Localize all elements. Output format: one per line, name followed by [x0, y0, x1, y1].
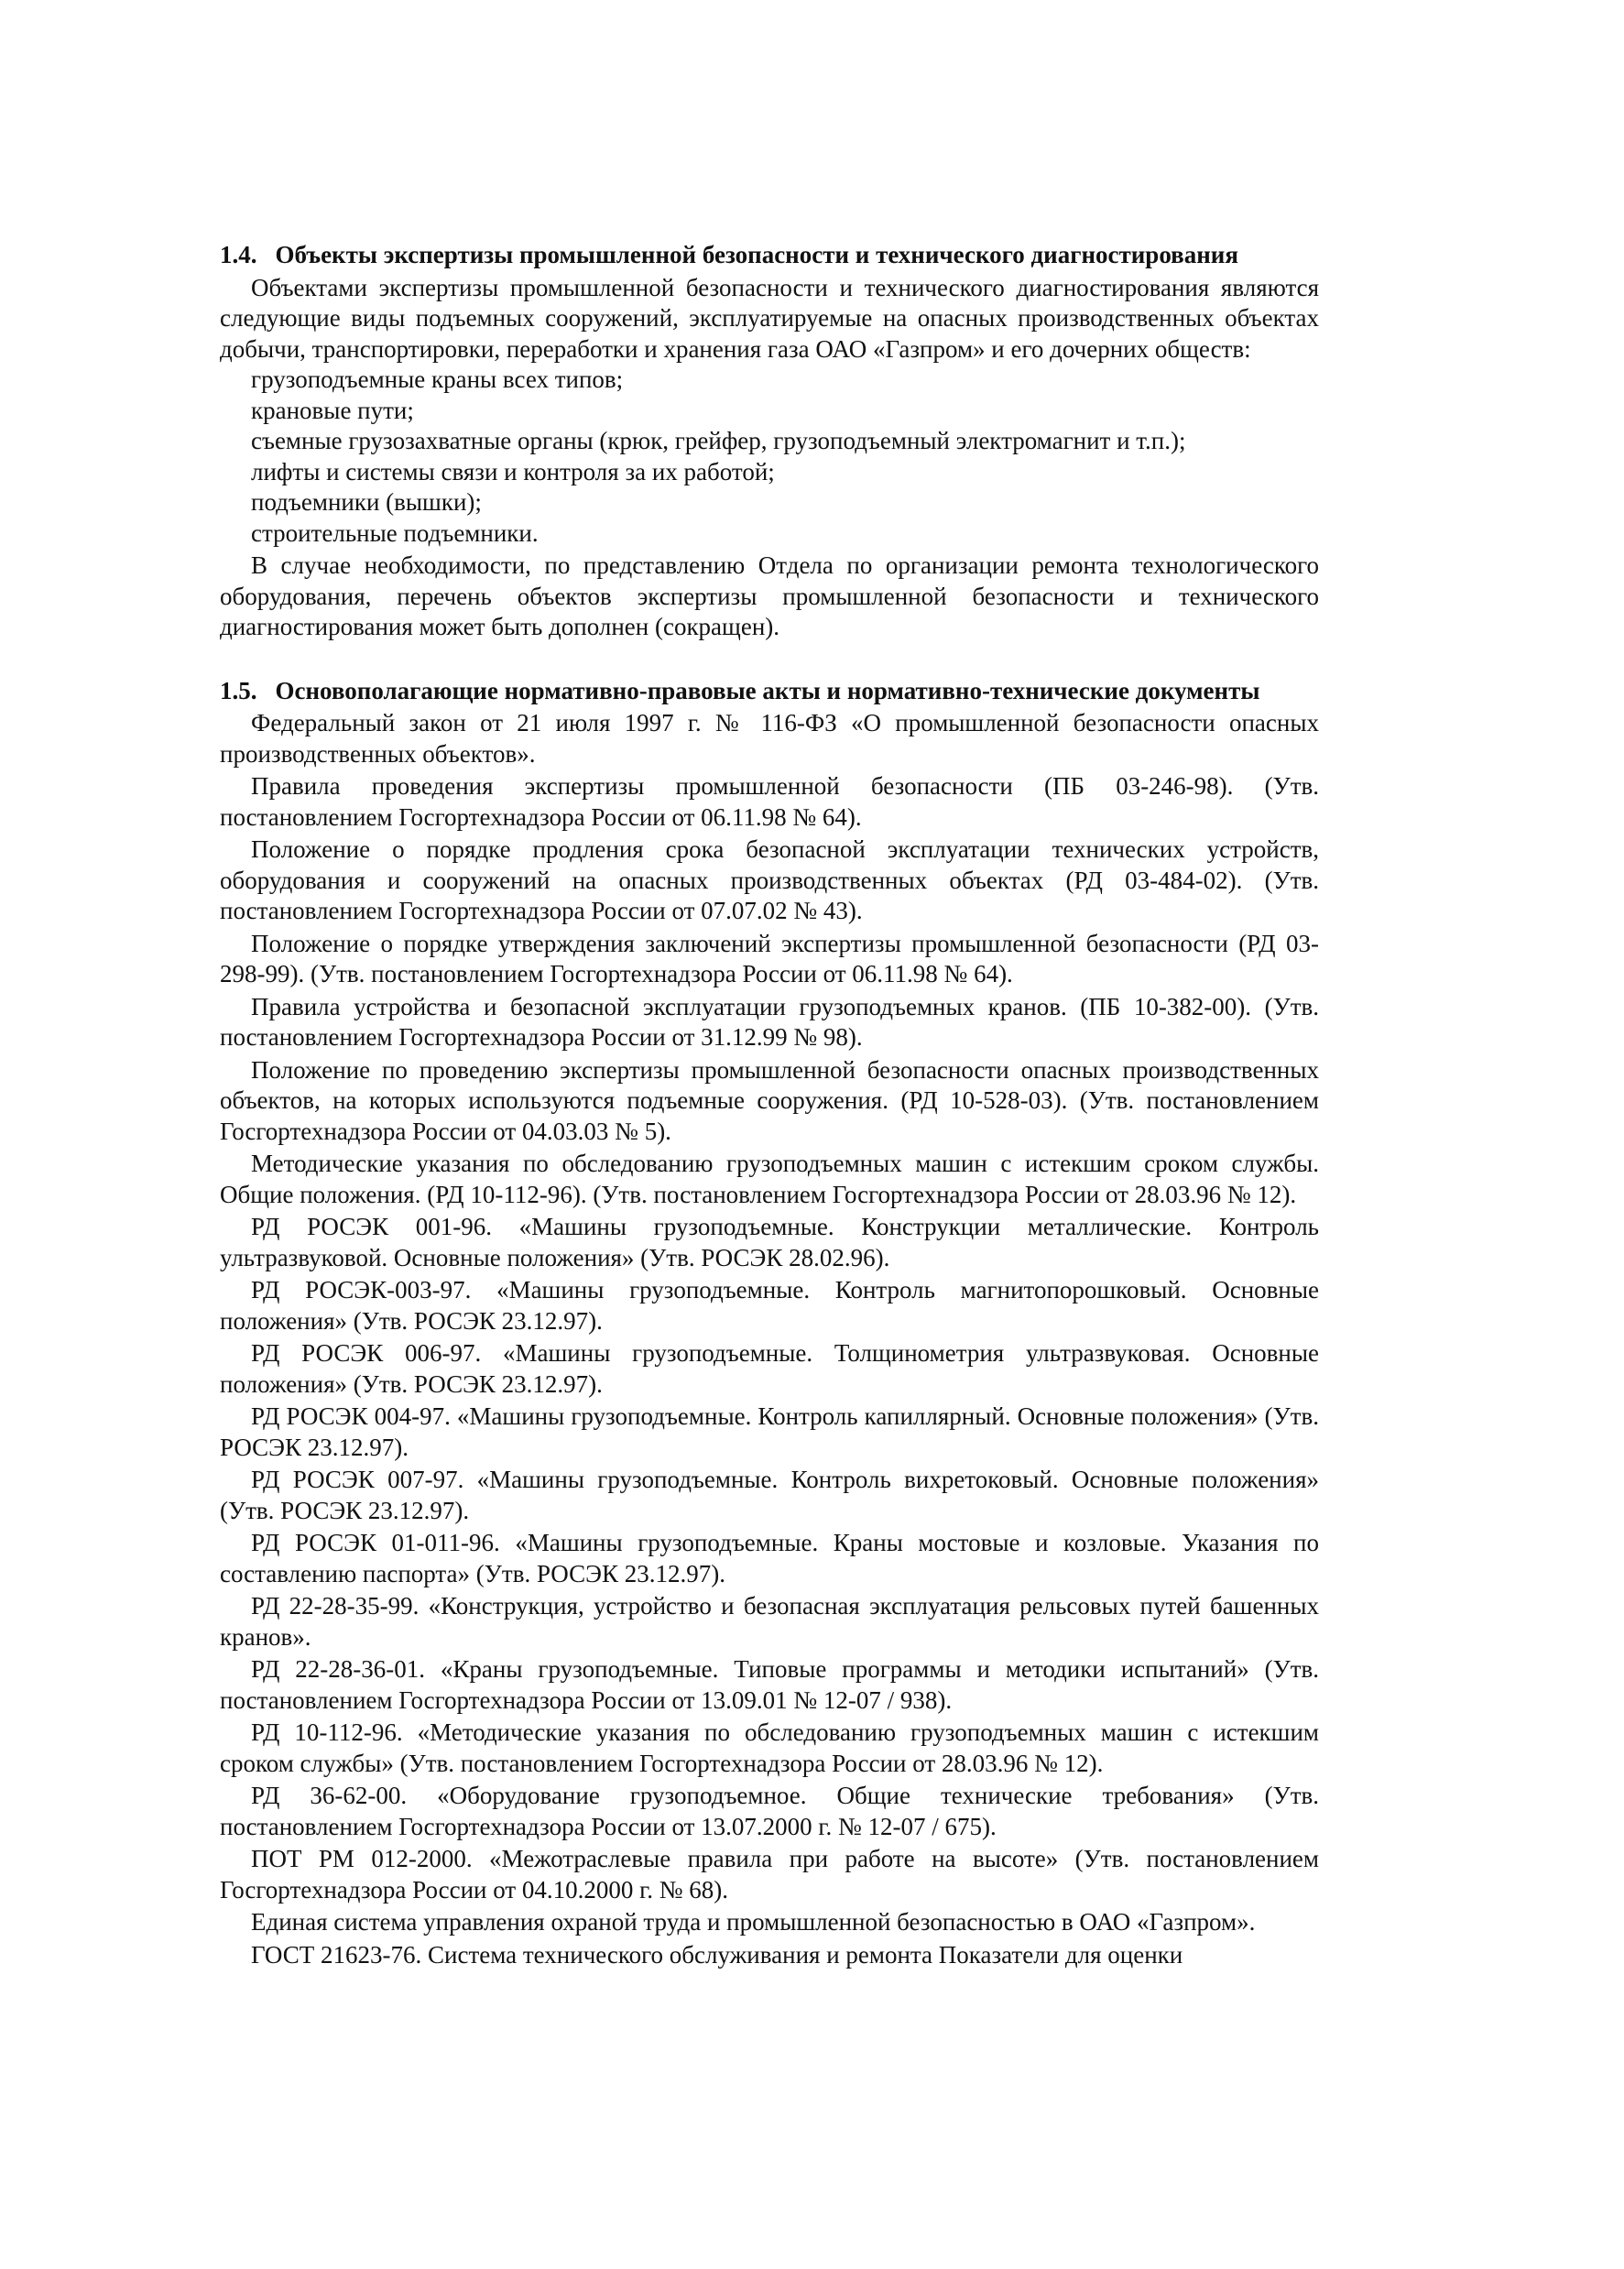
section-title: Объекты экспертизы промышленной безопасности и технического диагностирования: [275, 241, 1238, 268]
section-number: 1.4.: [220, 241, 257, 268]
object-list: [220, 365, 1319, 549]
document-entry: РД 22-28-35-99. «Конструкция, устройство и безопасная эксплуатация рельсовых путей башенных кранов».: [220, 1592, 1319, 1651]
document-entry: РД 22-28-36-01. «Краны грузоподъемные. Типовые программы и методики испытаний» (Утв. постановлением Госгортехнадзора России от 13.09.01 № 12-07 / 938).: [220, 1655, 1319, 1714]
document-entry: Положение по проведению экспертизы промышленной безопасности опасных производственных объектов, на которых используются подъемные сооружения. (РД 10-528-03). (Утв. постановлением Госгортехнадзора России от 04.03.03 № 5).: [220, 1055, 1319, 1145]
document-entry: Положение о порядке продления срока безопасной эксплуатации технических устройств, оборудования и сооружений на опасных производственных объектах (РД 03-484-02). (Утв. постановлением Госгортехнадзора России от 07.07.02 № 43).: [220, 835, 1319, 924]
document-entry: РД РОСЭК 007-97. «Машины грузоподъемные. Контроль вихретоковый. Основные положения» (Утв. РОСЭК 23.12.97).: [220, 1466, 1319, 1524]
document-entry: Правила устройства и безопасной эксплуатации грузоподъемных кранов. (ПБ 10-382-00). (Утв. постановлением Госгортехнадзора России от 31.12.99 № 98).: [220, 992, 1319, 1051]
document-entry: РД РОСЭК 006-97. «Машины грузоподъемные. Толщинометрия ультразвуковая. Основные положения» (Утв. РОСЭК 23.12.97).: [220, 1339, 1319, 1398]
document-entry: РД РОСЭК 001-96. «Машины грузоподъемные. Конструкции металлические. Контроль ультразвуковой. Основные положения» (Утв. РОСЭК 28.02.96).: [220, 1213, 1319, 1271]
document-entry: Единая система управления охраной труда и промышленной безопасностью в ОАО «Газпром».: [251, 1908, 1256, 1936]
list-item: крановые пути;: [251, 396, 414, 424]
document-entry: РД 36-62-00. «Оборудование грузоподъемное. Общие технические требования» (Утв. постановлением Госгортехнадзора России от 13.07.2000 г. № 12-07 / 675).: [220, 1782, 1319, 1840]
section-gap: [220, 643, 1319, 676]
document-entry: ПОТ РМ 012-2000. «Межотраслевые правила при работе на высоте» (Утв. постановлением Госгортехнадзора России от 04.10.2000 г. № 68).: [220, 1845, 1319, 1904]
document-entry: РД РОСЭК 01-011-96. «Машины грузоподъемные. Краны мостовые и козловые. Указания по составлению паспорта» (Утв. РОСЭК 23.12.97).: [220, 1529, 1319, 1587]
document-entry: РД РОСЭК 004-97. «Машины грузоподъемные. Контроль капиллярный. Основные положения» (Утв. РОСЭК 23.12.97).: [220, 1402, 1319, 1461]
section-heading-1-5: [220, 676, 1319, 707]
list-item: подъемники (вышки);: [251, 488, 482, 516]
document-entry: Федеральный закон от 21 июля 1997 г. № 116-ФЗ «О промышленной безопасности опасных производственных объектов».: [220, 709, 1319, 768]
section-closing-paragraph: В случае необходимости, по представлению Отдела по организации ремонта технологического оборудования, перечень объектов экспертизы промышленной безопасности и технического диагностирования может быть дополнен (сокращен).: [220, 551, 1319, 640]
list-item: лифты и системы связи и контроля за их работой;: [251, 457, 775, 485]
document-entry: ГОСТ 21623-76. Система технического обслуживания и ремонта Показатели для оценки: [251, 1940, 1183, 1969]
list-item: грузоподъемные краны всех типов;: [251, 365, 624, 393]
section-title: Основополагающие нормативно-правовые акты и нормативно-технические документы: [275, 676, 1260, 704]
list-item: строительные подъемники.: [251, 518, 539, 547]
document-entry: Правила проведения экспертизы промышленной безопасности (ПБ 03-246-98). (Утв. постановлением Госгортехнадзора России от 06.11.98 № 64).: [220, 772, 1319, 831]
section-heading-1-4: [220, 240, 1319, 271]
section-number: 1.5.: [220, 676, 257, 704]
document-entry: Положение о порядке утверждения заключений экспертизы промышленной безопасности (РД 03-298-99). (Утв. постановлением Госгортехнадзора России от 06.11.98 № 64).: [220, 929, 1319, 987]
normative-documents-list: [220, 708, 1319, 1970]
list-item: съемные грузозахватные органы (крюк, грейфер, грузоподъемный электромагнит и т.п.);: [251, 427, 1186, 454]
document-entry: РД РОСЭК-003-97. «Машины грузоподъемные. Контроль магнитопорошковый. Основные положения» (Утв. РОСЭК 23.12.97).: [220, 1276, 1319, 1335]
document-entry: РД 10-112-96. «Методические указания по обследованию грузоподъемных машин с истекшим сроком службы» (Утв. постановлением Госгортехнадзора России от 28.03.96 № 12).: [220, 1718, 1319, 1777]
document-page: [220, 240, 1319, 1970]
section-intro-paragraph: Объектами экспертизы промышленной безопасности и технического диагностирования являются следующие виды подъемных сооружений, эксплуатируемые на опасных производственных объектах добычи, транспортировки, переработки и хранения газа ОАО «Газпром» и его дочерних обществ:: [220, 273, 1319, 363]
document-entry: Методические указания по обследованию грузоподъемных машин с истекшим сроком службы. Общие положения. (РД 10-112-96). (Утв. постановлением Госгортехнадзора России от 28.03.96 № 12).: [220, 1150, 1319, 1208]
